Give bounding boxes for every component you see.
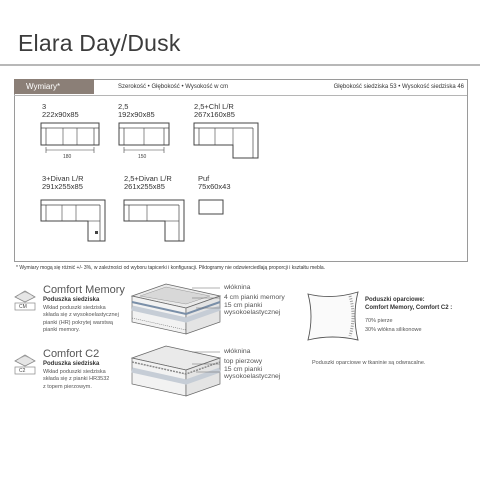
c2-title: Comfort C2 bbox=[43, 348, 100, 360]
c2-subtitle: Poduszka siedziska bbox=[43, 361, 100, 367]
item-puf-code: Puf bbox=[198, 174, 210, 183]
item-25-seat-width: 150 bbox=[138, 154, 147, 160]
cm-subtitle: Poduszka siedziska bbox=[43, 297, 100, 303]
c2-badge-label: C2 bbox=[19, 368, 26, 374]
back-cushions-note: Poduszki oparciowe w tkaninie są odwracalne. bbox=[312, 360, 426, 366]
c2-leader-lines bbox=[192, 348, 222, 388]
dimensions-header-left: Szerokość • Głębokość • Wysokość w cm bbox=[118, 84, 229, 90]
dimensions-header-line bbox=[14, 95, 467, 96]
c2-description: Wkład poduszki siedziska składa się z pianki HR3532 z topem pierzowym. bbox=[43, 369, 110, 390]
item-25chl-size: 267x160x85 bbox=[194, 110, 235, 119]
sofa-3divan-pictogram bbox=[40, 199, 106, 243]
item-3-code: 3 bbox=[42, 102, 47, 111]
item-25-size: 192x90x85 bbox=[118, 110, 155, 119]
page-title: Elara Day/Dusk bbox=[18, 30, 181, 56]
cm-title: Comfort Memory bbox=[43, 284, 125, 296]
item-puf-size: 75x60x43 bbox=[198, 182, 231, 191]
cm-layer-labels: włóknina 4 cm pianki memory 15 cm pianki wysokoelastycznej bbox=[224, 284, 285, 316]
item-3divan-code: 3+Divan L/R bbox=[42, 174, 84, 183]
item-25-code: 2,5 bbox=[118, 102, 129, 111]
item-3divan-size: 291x255x85 bbox=[42, 182, 83, 191]
item-25divan-code: 2,5+Divan L/R bbox=[124, 174, 172, 183]
title-divider bbox=[0, 64, 480, 66]
item-3-size: 222x90x85 bbox=[42, 110, 79, 119]
dimensions-header-right: Głębokość siedziska 53 • Wysokość siedziska 46 bbox=[333, 84, 464, 90]
item-25divan-size: 261x255x85 bbox=[124, 182, 165, 191]
back-cushions-title: Poduszki oparciowe: Comfort Memory, Comfort C2 : bbox=[365, 297, 453, 311]
sofa-25divan-pictogram bbox=[123, 199, 185, 243]
cm-leader-lines bbox=[192, 284, 222, 324]
item-3-seat-width: 180 bbox=[63, 154, 72, 160]
sofa-25chl-pictogram bbox=[193, 122, 259, 160]
cm-description: Wkład poduszki siedziska składa się z wysokoelastycznej pianki (HR) pokrytej warstwą pianki memory. bbox=[43, 305, 119, 333]
puf-pictogram bbox=[198, 199, 224, 215]
back-cushion-illustration bbox=[304, 288, 362, 344]
cm-badge-label: CM bbox=[19, 304, 27, 310]
dimensions-tab: Wymiary* bbox=[14, 79, 94, 94]
item-25chl-code: 2,5+Chl L/R bbox=[194, 102, 234, 111]
c2-layer-labels: włóknina top pierzowy 15 cm pianki wysokoelastycznej bbox=[224, 348, 281, 380]
dimensions-footnote: * Wymiary mogą się różnić +/- 3%, w zależności od wyboru tapicerki i konfiguracji. Piktogramy nie odzwierciedlają proporcji i kształtu mebla. bbox=[16, 265, 326, 271]
back-cushions-composition: 70% pierze 30% włókna silikonowe bbox=[365, 318, 422, 334]
